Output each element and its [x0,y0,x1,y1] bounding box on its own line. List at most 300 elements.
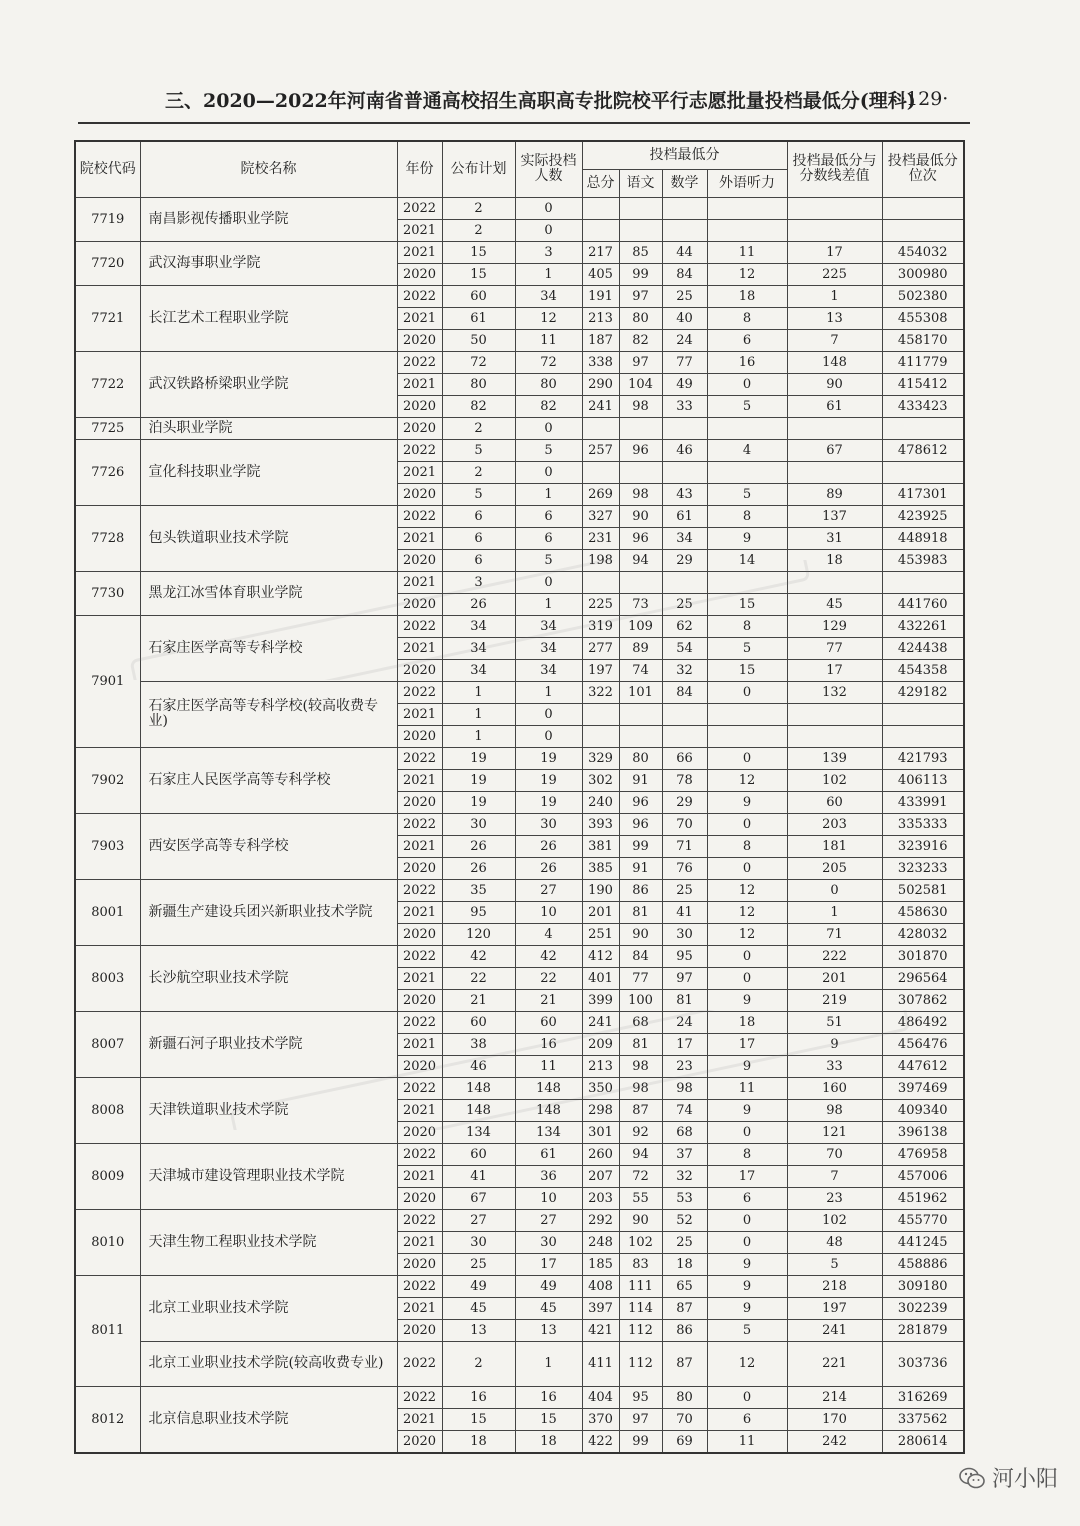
cell-actual: 19 [515,769,582,791]
cell-actual: 80 [515,373,582,395]
cell-year: 2022 [397,1077,442,1099]
cell-plan: 49 [442,1275,515,1297]
cell-math: 81 [662,989,707,1011]
cell-math: 43 [662,483,707,505]
cell-actual: 3 [515,241,582,263]
header-actual: 实际投档人数 [515,141,582,197]
cell-math [662,461,707,483]
cell-chinese: 100 [619,989,662,1011]
cell-actual: 82 [515,395,582,417]
cell-foreign: 0 [707,373,787,395]
cell-diff: 1 [787,285,882,307]
cell-math: 71 [662,835,707,857]
cell-plan: 1 [442,725,515,747]
school-code: 8008 [75,1077,140,1143]
cell-plan: 2 [442,461,515,483]
cell-math: 70 [662,813,707,835]
cell-foreign: 8 [707,1143,787,1165]
cell-plan: 5 [442,483,515,505]
cell-chinese: 77 [619,967,662,989]
cell-chinese: 87 [619,1099,662,1121]
cell-year: 2022 [397,681,442,703]
cell-foreign: 9 [707,989,787,1011]
cell-rank: 502581 [882,879,964,901]
cell-plan: 60 [442,1011,515,1033]
cell-actual: 26 [515,857,582,879]
cell-total: 393 [582,813,619,835]
cell-year: 2021 [397,527,442,549]
table-row [75,1209,964,1231]
cell-math: 25 [662,879,707,901]
cell-math: 17 [662,1033,707,1055]
header-plan: 公布计划 [442,141,515,197]
cell-total: 302 [582,769,619,791]
cell-rank: 303736 [882,1341,964,1386]
cell-foreign: 6 [707,1408,787,1430]
cell-total: 251 [582,923,619,945]
cell-foreign: 0 [707,813,787,835]
table-row [75,747,964,769]
cell-year: 2021 [397,1297,442,1319]
cell-foreign: 9 [707,1275,787,1297]
cell-rank: 458630 [882,901,964,923]
cell-plan: 1 [442,703,515,725]
cell-rank [882,197,964,219]
cell-total: 187 [582,329,619,351]
cell-total: 191 [582,285,619,307]
cell-total: 241 [582,395,619,417]
cell-total: 213 [582,307,619,329]
cell-math [662,219,707,241]
cell-chinese: 97 [619,1408,662,1430]
cell-total: 399 [582,989,619,1011]
cell-rank: 302239 [882,1297,964,1319]
cell-chinese: 91 [619,857,662,879]
cell-foreign: 12 [707,879,787,901]
cell-chinese: 109 [619,615,662,637]
cell-math: 53 [662,1187,707,1209]
cell-actual: 5 [515,549,582,571]
cell-math: 86 [662,1319,707,1341]
cell-rank: 417301 [882,483,964,505]
cell-diff: 77 [787,637,882,659]
cell-total: 381 [582,835,619,857]
table-row [75,1143,964,1165]
cell-plan: 72 [442,351,515,373]
cell-math: 30 [662,923,707,945]
cell-diff: 31 [787,527,882,549]
school-code: 8012 [75,1386,140,1453]
cell-plan: 95 [442,901,515,923]
cell-plan: 19 [442,747,515,769]
cell-actual: 49 [515,1275,582,1297]
cell-actual: 148 [515,1099,582,1121]
account-name: 河小阳 [992,1467,1059,1492]
cell-math: 84 [662,681,707,703]
cell-foreign: 6 [707,1187,787,1209]
cell-year: 2020 [397,791,442,813]
cell-year: 2020 [397,395,442,417]
table-row [75,813,964,835]
cell-math: 61 [662,505,707,527]
cell-actual: 1 [515,593,582,615]
cell-math: 66 [662,747,707,769]
cell-chinese: 90 [619,505,662,527]
cell-diff: 132 [787,681,882,703]
cell-math: 97 [662,967,707,989]
cell-year: 2022 [397,1341,442,1386]
cell-rank: 280614 [882,1430,964,1453]
school-name: 黑龙江冰雪体育职业学院 [140,571,397,615]
cell-chinese: 98 [619,395,662,417]
account-watermark [958,1462,1058,1493]
wechat-icon [958,1466,986,1490]
school-code: 7728 [75,505,140,571]
header-min-score: 投档最低分 [582,141,787,169]
cell-total [582,417,619,439]
cell-chinese: 99 [619,1430,662,1453]
cell-actual: 30 [515,813,582,835]
cell-math: 23 [662,1055,707,1077]
page-number: ·129· [900,88,949,110]
cell-chinese: 91 [619,769,662,791]
school-code: 7902 [75,747,140,813]
cell-math: 54 [662,637,707,659]
cell-rank: 428032 [882,923,964,945]
cell-plan: 60 [442,1143,515,1165]
school-name: 南昌影视传播职业学院 [140,197,397,241]
cell-actual: 13 [515,1319,582,1341]
cell-diff: 137 [787,505,882,527]
cell-chinese [619,703,662,725]
school-code: 8003 [75,945,140,1011]
cell-rank: 423925 [882,505,964,527]
school-code: 7726 [75,439,140,505]
cell-total: 269 [582,483,619,505]
cell-chinese: 96 [619,791,662,813]
table-row [75,1341,964,1386]
cell-plan: 27 [442,1209,515,1231]
cell-chinese: 101 [619,681,662,703]
cell-rank [882,417,964,439]
cell-year: 2020 [397,1319,442,1341]
cell-plan: 16 [442,1386,515,1408]
cell-actual: 26 [515,835,582,857]
cell-chinese: 102 [619,1231,662,1253]
admission-scores-table [74,140,965,1454]
school-name: 天津铁道职业技术学院 [140,1077,397,1143]
cell-chinese: 92 [619,1121,662,1143]
cell-plan: 26 [442,857,515,879]
cell-diff: 71 [787,923,882,945]
cell-chinese: 111 [619,1275,662,1297]
header-year: 年份 [397,141,442,197]
cell-chinese [619,417,662,439]
cell-plan: 120 [442,923,515,945]
cell-year: 2022 [397,615,442,637]
cell-diff: 51 [787,1011,882,1033]
cell-foreign: 8 [707,505,787,527]
cell-total: 203 [582,1187,619,1209]
cell-chinese: 85 [619,241,662,263]
cell-plan: 30 [442,813,515,835]
cell-math: 29 [662,549,707,571]
cell-foreign [707,219,787,241]
school-code: 8001 [75,879,140,945]
cell-year: 2021 [397,241,442,263]
cell-plan: 26 [442,593,515,615]
school-code: 7722 [75,351,140,417]
cell-actual: 72 [515,351,582,373]
school-name: 泊头职业学院 [140,417,397,439]
cell-rank: 301870 [882,945,964,967]
cell-diff [787,571,882,593]
cell-chinese: 97 [619,285,662,307]
cell-actual: 19 [515,791,582,813]
cell-actual: 34 [515,637,582,659]
cell-year: 2020 [397,263,442,285]
cell-foreign: 12 [707,1341,787,1386]
school-name: 石家庄医学高等专科学校(较高收费专业) [140,681,397,747]
cell-actual: 6 [515,527,582,549]
table-row [75,417,964,439]
cell-diff: 225 [787,263,882,285]
cell-rank: 476958 [882,1143,964,1165]
cell-foreign: 9 [707,1055,787,1077]
cell-foreign: 5 [707,1319,787,1341]
cell-math: 74 [662,1099,707,1121]
cell-chinese: 90 [619,1209,662,1231]
cell-actual: 1 [515,1341,582,1386]
school-code: 8007 [75,1011,140,1077]
cell-year: 2022 [397,439,442,461]
cell-year: 2020 [397,725,442,747]
cell-foreign: 9 [707,1297,787,1319]
school-code: 7725 [75,417,140,439]
cell-chinese [619,197,662,219]
cell-rank: 447612 [882,1055,964,1077]
cell-actual: 61 [515,1143,582,1165]
cell-rank: 415412 [882,373,964,395]
cell-actual: 10 [515,1187,582,1209]
cell-math: 69 [662,1430,707,1453]
cell-plan: 1 [442,681,515,703]
cell-year: 2020 [397,1253,442,1275]
cell-rank: 454032 [882,241,964,263]
cell-year: 2022 [397,1275,442,1297]
cell-year: 2020 [397,483,442,505]
cell-total: 422 [582,1430,619,1453]
cell-foreign: 15 [707,593,787,615]
cell-total: 277 [582,637,619,659]
table-row [75,1275,964,1297]
cell-actual: 16 [515,1033,582,1055]
cell-year: 2021 [397,307,442,329]
cell-foreign [707,703,787,725]
cell-math: 52 [662,1209,707,1231]
cell-year: 2020 [397,329,442,351]
cell-foreign [707,461,787,483]
cell-rank: 441760 [882,593,964,615]
cell-rank: 406113 [882,769,964,791]
school-name: 新疆生产建设兵团兴新职业技术学院 [140,879,397,945]
cell-diff: 89 [787,483,882,505]
cell-actual: 6 [515,505,582,527]
cell-chinese: 98 [619,1077,662,1099]
cell-actual: 5 [515,439,582,461]
cell-plan: 82 [442,395,515,417]
cell-total [582,703,619,725]
cell-diff: 222 [787,945,882,967]
cell-rank: 502380 [882,285,964,307]
cell-plan: 80 [442,373,515,395]
cell-year: 2021 [397,373,442,395]
cell-diff: 201 [787,967,882,989]
cell-year: 2022 [397,1143,442,1165]
cell-rank: 453983 [882,549,964,571]
cell-diff: 0 [787,879,882,901]
cell-diff: 242 [787,1430,882,1453]
cell-rank: 432261 [882,615,964,637]
cell-rank: 323916 [882,835,964,857]
cell-diff: 48 [787,1231,882,1253]
cell-total: 197 [582,659,619,681]
cell-actual: 0 [515,461,582,483]
cell-foreign: 5 [707,483,787,505]
cell-diff [787,461,882,483]
cell-chinese: 81 [619,901,662,923]
cell-total: 385 [582,857,619,879]
header-divider [78,122,970,124]
cell-math: 77 [662,351,707,373]
cell-year: 2021 [397,1099,442,1121]
cell-plan: 6 [442,527,515,549]
cell-chinese: 90 [619,923,662,945]
cell-rank: 455308 [882,307,964,329]
school-name: 宣化科技职业学院 [140,439,397,505]
cell-actual: 36 [515,1165,582,1187]
cell-year: 2020 [397,659,442,681]
cell-rank: 409340 [882,1099,964,1121]
cell-plan: 25 [442,1253,515,1275]
cell-math: 37 [662,1143,707,1165]
cell-actual: 134 [515,1121,582,1143]
cell-actual: 30 [515,1231,582,1253]
cell-plan: 19 [442,769,515,791]
school-name: 石家庄医学高等专科学校 [140,615,397,681]
school-code: 7721 [75,285,140,351]
school-code: 8011 [75,1275,140,1386]
table-row [75,241,964,263]
cell-total: 241 [582,1011,619,1033]
school-code: 8010 [75,1209,140,1275]
cell-chinese: 83 [619,1253,662,1275]
cell-math: 25 [662,593,707,615]
cell-chinese: 99 [619,835,662,857]
cell-foreign: 11 [707,241,787,263]
cell-year: 2021 [397,769,442,791]
cell-year: 2021 [397,1231,442,1253]
cell-total: 408 [582,1275,619,1297]
cell-chinese: 68 [619,1011,662,1033]
cell-foreign: 16 [707,351,787,373]
cell-chinese [619,461,662,483]
cell-math: 25 [662,1231,707,1253]
cell-diff: 129 [787,615,882,637]
cell-math: 18 [662,1253,707,1275]
cell-rank: 296564 [882,967,964,989]
cell-math: 78 [662,769,707,791]
cell-chinese: 97 [619,351,662,373]
cell-chinese: 96 [619,439,662,461]
cell-year: 2020 [397,1430,442,1453]
cell-foreign: 5 [707,637,787,659]
school-name: 长沙航空职业技术学院 [140,945,397,1011]
cell-rank [882,219,964,241]
cell-total: 322 [582,681,619,703]
cell-rank: 441245 [882,1231,964,1253]
cell-year: 2022 [397,285,442,307]
cell-plan: 15 [442,1408,515,1430]
cell-actual: 1 [515,263,582,285]
cell-plan: 6 [442,505,515,527]
cell-year: 2020 [397,989,442,1011]
cell-year: 2020 [397,549,442,571]
cell-total [582,197,619,219]
cell-total: 370 [582,1408,619,1430]
cell-rank: 458170 [882,329,964,351]
cell-rank: 411779 [882,351,964,373]
cell-total: 190 [582,879,619,901]
cell-foreign: 0 [707,681,787,703]
header-diff: 投档最低分与分数线差值 [787,141,882,197]
cell-plan: 3 [442,571,515,593]
header-name: 院校名称 [140,141,397,197]
cell-actual: 0 [515,725,582,747]
cell-chinese [619,725,662,747]
school-name: 石家庄人民医学高等专科学校 [140,747,397,813]
cell-plan: 2 [442,197,515,219]
cell-diff: 70 [787,1143,882,1165]
cell-diff: 98 [787,1099,882,1121]
cell-plan: 15 [442,263,515,285]
cell-total: 185 [582,1253,619,1275]
cell-rank: 433991 [882,791,964,813]
school-name: 北京工业职业技术学院(较高收费专业) [140,1341,397,1386]
table-row [75,879,964,901]
cell-foreign: 9 [707,527,787,549]
school-name: 新疆石河子职业技术学院 [140,1011,397,1077]
cell-actual: 0 [515,197,582,219]
cell-chinese: 96 [619,527,662,549]
cell-math: 95 [662,945,707,967]
cell-rank: 458886 [882,1253,964,1275]
cell-math: 32 [662,659,707,681]
cell-foreign: 6 [707,329,787,351]
cell-total: 217 [582,241,619,263]
cell-diff: 102 [787,1209,882,1231]
cell-plan: 34 [442,659,515,681]
cell-total: 209 [582,1033,619,1055]
cell-math: 34 [662,527,707,549]
cell-rank: 300980 [882,263,964,285]
cell-math: 84 [662,263,707,285]
cell-diff: 13 [787,307,882,329]
cell-math: 33 [662,395,707,417]
cell-year: 2022 [397,879,442,901]
cell-total: 319 [582,615,619,637]
cell-diff: 160 [787,1077,882,1099]
